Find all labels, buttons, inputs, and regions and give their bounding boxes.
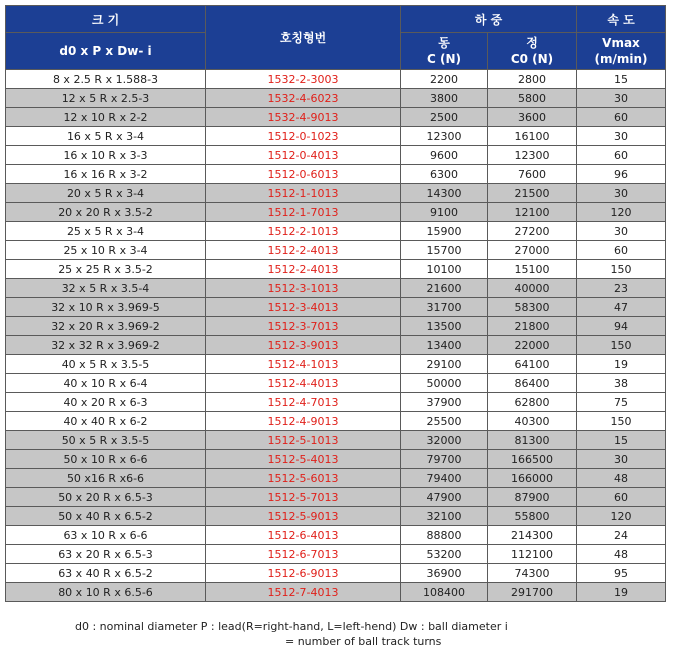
dynamic-load-cell: 88800 [401, 526, 488, 545]
size-cell: 50 x16 R x6-6 [6, 469, 206, 488]
dynamic-load-cell: 21600 [401, 279, 488, 298]
table-row [6, 70, 666, 89]
footnote-line-2: = number of ball track turns [285, 635, 442, 648]
size-cell: 16 x 10 R x 3-3 [6, 146, 206, 165]
size-cell: 50 x 10 R x 6-6 [6, 450, 206, 469]
size-cell: 40 x 5 R x 3.5-5 [6, 355, 206, 374]
table-row [6, 393, 666, 412]
static-load-cell: 112100 [488, 545, 577, 564]
model-number-cell: 1512-1-7013 [206, 203, 401, 222]
table-row [6, 355, 666, 374]
size-cell: 40 x 10 R x 6-4 [6, 374, 206, 393]
vmax-cell: 23 [577, 279, 666, 298]
model-number-cell: 1512-3-4013 [206, 298, 401, 317]
size-cell: 8 x 2.5 R x 1.588-3 [6, 70, 206, 89]
dynamic-load-cell: 108400 [401, 583, 488, 602]
vmax-cell: 30 [577, 222, 666, 241]
model-number-cell: 1512-2-4013 [206, 260, 401, 279]
vmax-cell: 24 [577, 526, 666, 545]
table-row [6, 488, 666, 507]
model-number-cell: 1512-4-7013 [206, 393, 401, 412]
table-row [6, 469, 666, 488]
static-load-cell: 12300 [488, 146, 577, 165]
dynamic-load-cell: 79400 [401, 469, 488, 488]
dynamic-load-cell: 10100 [401, 260, 488, 279]
static-load-cell: 16100 [488, 127, 577, 146]
header-row-top [6, 6, 666, 33]
vmax-cell: 30 [577, 184, 666, 203]
table-row [6, 222, 666, 241]
vmax-cell: 48 [577, 469, 666, 488]
table-row [6, 564, 666, 583]
vmax-cell: 120 [577, 507, 666, 526]
table-row [6, 450, 666, 469]
table-row [6, 431, 666, 450]
model-number-cell: 1512-5-7013 [206, 488, 401, 507]
model-number-cell: 1512-2-4013 [206, 241, 401, 260]
static-label: 정 [526, 36, 538, 50]
size-cell: 32 x 10 R x 3.969-5 [6, 298, 206, 317]
table-row [6, 526, 666, 545]
size-cell: 50 x 5 R x 3.5-5 [6, 431, 206, 450]
model-number-cell: 1512-0-6013 [206, 165, 401, 184]
static-load-header [488, 33, 577, 70]
static-load-cell: 87900 [488, 488, 577, 507]
vmax-cell: 19 [577, 583, 666, 602]
static-load-cell: 166000 [488, 469, 577, 488]
dynamic-load-cell: 9100 [401, 203, 488, 222]
static-load-cell: 7600 [488, 165, 577, 184]
size-cell: 20 x 5 R x 3-4 [6, 184, 206, 203]
static-load-cell: 22000 [488, 336, 577, 355]
model-number-cell: 1512-5-1013 [206, 431, 401, 450]
vmax-cell: 60 [577, 241, 666, 260]
ball-screw-spec-table [5, 5, 666, 602]
static-load-cell: 58300 [488, 298, 577, 317]
static-load-cell: 15100 [488, 260, 577, 279]
vmax-cell: 60 [577, 488, 666, 507]
model-number-cell: 1512-3-1013 [206, 279, 401, 298]
model-number-cell: 1512-7-4013 [206, 583, 401, 602]
table-row [6, 583, 666, 602]
vmax-cell: 60 [577, 146, 666, 165]
footnote [5, 619, 665, 649]
model-number-cell: 1512-1-1013 [206, 184, 401, 203]
static-load-cell: 62800 [488, 393, 577, 412]
static-load-cell: 27200 [488, 222, 577, 241]
dynamic-load-cell: 53200 [401, 545, 488, 564]
speed-group-header: 속 도 [577, 6, 666, 33]
table-row [6, 184, 666, 203]
vmax-cell: 30 [577, 89, 666, 108]
dynamic-load-cell: 15900 [401, 222, 488, 241]
model-number-cell: 1512-0-4013 [206, 146, 401, 165]
table-row [6, 374, 666, 393]
table-row [6, 89, 666, 108]
model-number-cell: 1512-4-9013 [206, 412, 401, 431]
table-row [6, 336, 666, 355]
table-row [6, 203, 666, 222]
static-load-cell: 2800 [488, 70, 577, 89]
static-load-cell: 86400 [488, 374, 577, 393]
size-cell: 63 x 20 R x 6.5-3 [6, 545, 206, 564]
dynamic-load-cell: 47900 [401, 488, 488, 507]
static-load-cell: 40000 [488, 279, 577, 298]
size-cell: 20 x 20 R x 3.5-2 [6, 203, 206, 222]
static-load-cell: 27000 [488, 241, 577, 260]
dynamic-load-cell: 14300 [401, 184, 488, 203]
size-cell: 16 x 5 R x 3-4 [6, 127, 206, 146]
static-load-cell: 5800 [488, 89, 577, 108]
dynamic-load-cell: 32100 [401, 507, 488, 526]
size-sub-header: d0 x P x Dw- i [6, 33, 206, 70]
vmax-cell: 15 [577, 431, 666, 450]
load-group-header: 하 중 [401, 6, 577, 33]
model-number-cell: 1512-4-1013 [206, 355, 401, 374]
static-load-cell: 291700 [488, 583, 577, 602]
size-cell: 25 x 5 R x 3-4 [6, 222, 206, 241]
dynamic-load-cell: 32000 [401, 431, 488, 450]
table-row [6, 507, 666, 526]
static-unit: C0 (N) [510, 52, 554, 66]
size-cell: 25 x 25 R x 3.5-2 [6, 260, 206, 279]
model-number-cell: 1512-3-9013 [206, 336, 401, 355]
static-load-cell: 166500 [488, 450, 577, 469]
vmax-cell: 19 [577, 355, 666, 374]
size-cell: 50 x 20 R x 6.5-3 [6, 488, 206, 507]
table-row [6, 108, 666, 127]
static-load-cell: 64100 [488, 355, 577, 374]
table-row [6, 165, 666, 184]
dynamic-load-cell: 31700 [401, 298, 488, 317]
model-header: 호칭형번 [206, 6, 401, 70]
dynamic-load-cell: 2200 [401, 70, 488, 89]
model-number-cell: 1532-4-6023 [206, 89, 401, 108]
table-row [6, 412, 666, 431]
dynamic-load-cell: 79700 [401, 450, 488, 469]
size-cell: 12 x 5 R x 2.5-3 [6, 89, 206, 108]
model-number-cell: 1532-4-9013 [206, 108, 401, 127]
size-cell: 40 x 40 R x 6-2 [6, 412, 206, 431]
static-load-cell: 21500 [488, 184, 577, 203]
table-row [6, 298, 666, 317]
vmax-cell: 150 [577, 412, 666, 431]
size-cell: 63 x 40 R x 6.5-2 [6, 564, 206, 583]
vmax-cell: 75 [577, 393, 666, 412]
size-group-header: 크 기 [6, 6, 206, 33]
table-row [6, 260, 666, 279]
spec-table-wrapper [5, 5, 666, 648]
footnote-line-1: d0 : nominal diameter P : lead(R=right-hand, L=left-hend) Dw : ball diameter i [75, 620, 508, 633]
static-load-cell: 40300 [488, 412, 577, 431]
model-number-cell: 1512-4-4013 [206, 374, 401, 393]
table-row [6, 241, 666, 260]
model-number-cell: 1512-0-1023 [206, 127, 401, 146]
dynamic-load-cell: 13400 [401, 336, 488, 355]
vmax-cell: 48 [577, 545, 666, 564]
dynamic-label: 동 [438, 36, 450, 50]
vmax-cell: 95 [577, 564, 666, 583]
size-cell: 32 x 32 R x 3.969-2 [6, 336, 206, 355]
table-row [6, 545, 666, 564]
vmax-cell: 30 [577, 450, 666, 469]
model-number-cell: 1512-5-4013 [206, 450, 401, 469]
static-load-cell: 12100 [488, 203, 577, 222]
vmax-cell: 15 [577, 70, 666, 89]
vmax-unit: (m/min) [594, 52, 648, 66]
dynamic-load-cell: 25500 [401, 412, 488, 431]
table-body [6, 70, 666, 602]
vmax-cell: 47 [577, 298, 666, 317]
dynamic-load-cell: 36900 [401, 564, 488, 583]
vmax-cell: 60 [577, 108, 666, 127]
model-number-cell: 1532-2-3003 [206, 70, 401, 89]
size-cell: 63 x 10 R x 6-6 [6, 526, 206, 545]
dynamic-load-cell: 50000 [401, 374, 488, 393]
model-number-cell: 1512-5-9013 [206, 507, 401, 526]
dynamic-load-cell: 29100 [401, 355, 488, 374]
table-row [6, 317, 666, 336]
model-number-cell: 1512-2-1013 [206, 222, 401, 241]
model-number-cell: 1512-6-7013 [206, 545, 401, 564]
dynamic-load-cell: 9600 [401, 146, 488, 165]
model-number-cell: 1512-6-4013 [206, 526, 401, 545]
vmax-cell: 150 [577, 260, 666, 279]
dynamic-load-cell: 15700 [401, 241, 488, 260]
table-row [6, 127, 666, 146]
size-cell: 16 x 16 R x 3-2 [6, 165, 206, 184]
size-cell: 25 x 10 R x 3-4 [6, 241, 206, 260]
size-cell: 12 x 10 R x 2-2 [6, 108, 206, 127]
vmax-cell: 96 [577, 165, 666, 184]
table-row [6, 279, 666, 298]
vmax-cell: 94 [577, 317, 666, 336]
static-load-cell: 21800 [488, 317, 577, 336]
static-load-cell: 81300 [488, 431, 577, 450]
size-cell: 32 x 20 R x 3.969-2 [6, 317, 206, 336]
dynamic-unit: C (N) [427, 52, 461, 66]
dynamic-load-cell: 3800 [401, 89, 488, 108]
size-cell: 50 x 40 R x 6.5-2 [6, 507, 206, 526]
static-load-cell: 74300 [488, 564, 577, 583]
vmax-label: Vmax [602, 36, 640, 50]
vmax-cell: 150 [577, 336, 666, 355]
vmax-header [577, 33, 666, 70]
dynamic-load-cell: 37900 [401, 393, 488, 412]
table-row [6, 146, 666, 165]
vmax-cell: 120 [577, 203, 666, 222]
dynamic-load-cell: 13500 [401, 317, 488, 336]
size-cell: 80 x 10 R x 6.5-6 [6, 583, 206, 602]
dynamic-load-cell: 6300 [401, 165, 488, 184]
vmax-cell: 38 [577, 374, 666, 393]
model-number-cell: 1512-6-9013 [206, 564, 401, 583]
static-load-cell: 55800 [488, 507, 577, 526]
size-cell: 32 x 5 R x 3.5-4 [6, 279, 206, 298]
dynamic-load-cell: 2500 [401, 108, 488, 127]
static-load-cell: 214300 [488, 526, 577, 545]
model-number-cell: 1512-5-6013 [206, 469, 401, 488]
size-cell: 40 x 20 R x 6-3 [6, 393, 206, 412]
model-number-cell: 1512-3-7013 [206, 317, 401, 336]
dynamic-load-header [401, 33, 488, 70]
vmax-cell: 30 [577, 127, 666, 146]
dynamic-load-cell: 12300 [401, 127, 488, 146]
static-load-cell: 3600 [488, 108, 577, 127]
